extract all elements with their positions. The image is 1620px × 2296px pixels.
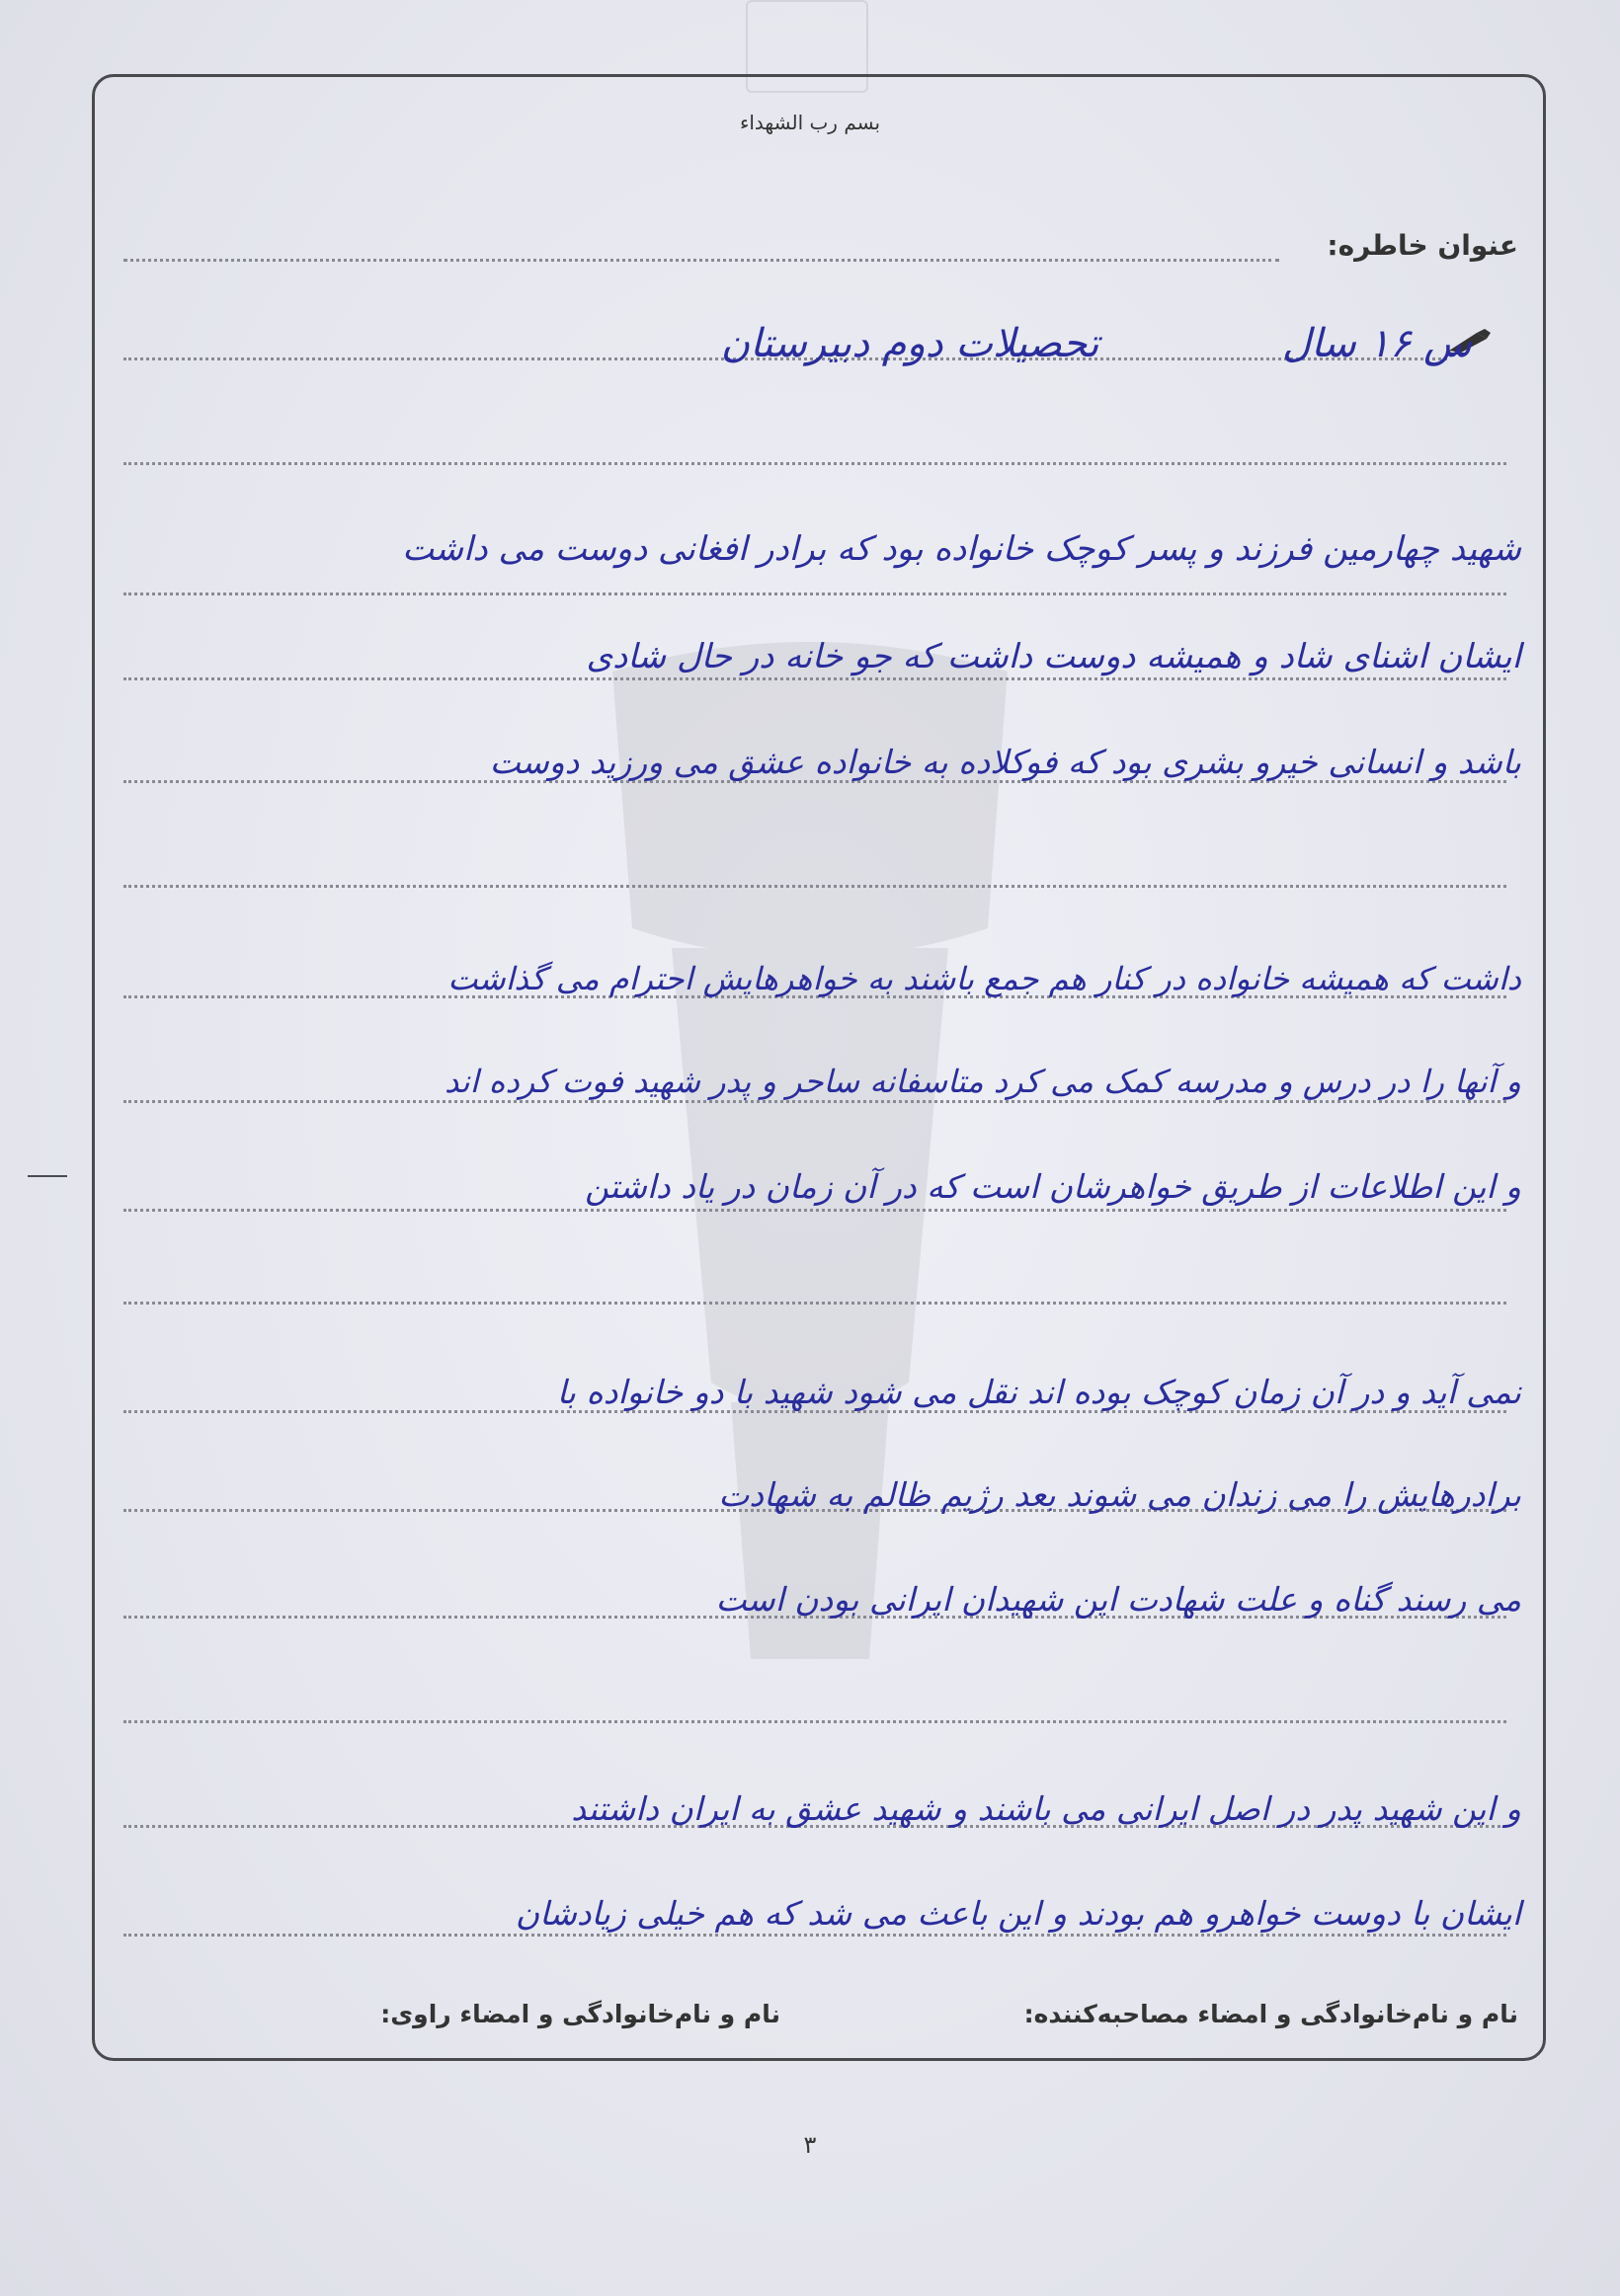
header-title: بسم رب الشهداء: [739, 111, 881, 134]
ruled-line: [123, 1720, 1506, 1723]
title-age: س ۱۶ سال: [1282, 321, 1472, 366]
interviewer-signature-label: نام و نام‌خانوادگی و امضاء مصاحبه‌کننده:: [1023, 2000, 1518, 2028]
ruled-line: [123, 462, 1506, 465]
subject-label: عنوان خاطره:: [1327, 229, 1518, 262]
narrator-signature-label: نام و نام‌خانوادگی و امضاء راوی:: [380, 2000, 780, 2028]
ruled-line: [123, 1100, 1506, 1103]
handwritten-line: شهید چهارمین فرزند و پسر کوچک خانواده بود که برادر افغانی دوست می داشت: [402, 529, 1521, 569]
handwritten-line: و این شهید پدر در اصل ایرانی می باشند و شهید عشق به ایران داشتند: [571, 1789, 1521, 1828]
handwritten-line: داشت که همیشه خانواده در کنار هم جمع باشند به خواهرهایش احترام می گذاشت: [447, 960, 1521, 997]
handwritten-line: برادرهایش را می زندان می شوند بعد رژیم ظالم به شهادت: [718, 1475, 1521, 1514]
handwritten-title: [286, 321, 1472, 366]
handwritten-line: ایشان با دوست خواهرو هم بودند و این باعث می شد که هم خیلی زیادشان: [515, 1894, 1521, 1933]
margin-mark: [28, 1175, 67, 1177]
ruled-line: [123, 1934, 1506, 1937]
handwritten-line: ایشان اشنای شاد و همیشه دوست داشت که جو خانه در حال شادی: [586, 637, 1521, 676]
ruled-line: [123, 1302, 1506, 1305]
handwritten-line: باشد و انسانی خیرو بشری بود که فوکلاده به خانواده عشق می ورزید دوست: [489, 743, 1521, 781]
ruled-line: [123, 885, 1506, 888]
ruled-line: [123, 677, 1506, 680]
handwritten-line: و آنها را در درس و مدرسه کمک می کرد متاسفانه ساحر و پدر شهید فوت کرده اند: [444, 1063, 1521, 1100]
handwritten-line: و این اطلاعات از طریق خواهرشان است که در آن زمان در یاد داشتن: [585, 1167, 1521, 1206]
handwritten-line: نمی آید و در آن زمان کوچک بوده اند نقل می شود شهید با دو خانواده با: [556, 1373, 1521, 1411]
ruled-line: [123, 593, 1506, 595]
ruled-line: [123, 259, 1279, 262]
ruled-line: [123, 1209, 1506, 1212]
page-number: ۳: [803, 2131, 817, 2159]
title-education: تحصیلات دوم دبیرستان: [720, 321, 1099, 366]
handwritten-line: می رسند گناه و علت شهادت این شهیدان ایرانی بودن است: [715, 1580, 1521, 1619]
